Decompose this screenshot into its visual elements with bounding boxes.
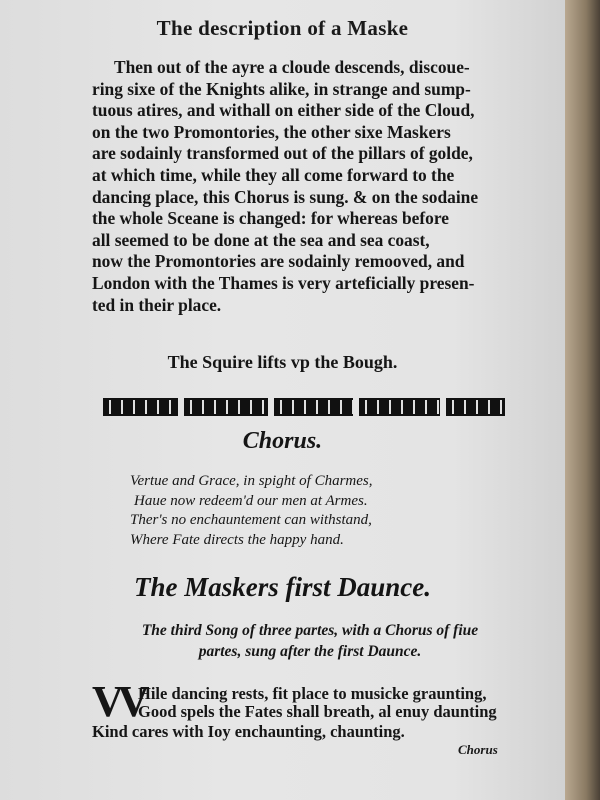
- song-line: Good spels the Fates shall breath, al enuy daunting: [138, 702, 497, 721]
- running-head: The description of a Maske: [156, 16, 409, 40]
- verse-line: Ther's no enchauntement can withstand,: [130, 512, 372, 528]
- description-paragraph: [92, 57, 512, 316]
- paragraph-line: ring sixe of the Knights alike, in strange and sump-: [92, 78, 471, 99]
- song-line: Kind cares with Ioy enchaunting, chaunting.: [92, 722, 405, 741]
- paragraph-line: on the two Promontories, the other sixe Maskers: [92, 121, 451, 142]
- song-heading-line: The third Song of three partes, with a Chorus of fiue: [141, 622, 479, 639]
- paragraph-line: all seemed to be done at the sea and sea coast,: [92, 229, 430, 250]
- verse-line: Where Fate directs the happy hand.: [130, 531, 344, 548]
- chorus-heading: Chorus.: [242, 428, 323, 454]
- song-line: Hile dancing rests, fit place to musicke graunting,: [138, 684, 487, 703]
- paragraph-line: ted in their place.: [92, 294, 222, 315]
- paragraph-line: now the Promontories are sodainly remooved, and: [92, 251, 465, 272]
- ornamental-border: [103, 398, 505, 416]
- song-heading-line: partes, sung after the first Daunce.: [198, 643, 422, 660]
- paragraph-line: tuous atires, and withall on either side of the Cloud,: [92, 100, 475, 121]
- page-edge-shadow: [565, 0, 600, 800]
- paragraph-line: at which time, while they all come forward to the: [92, 164, 455, 185]
- ornament-block: [103, 398, 178, 416]
- paragraph-line: are sodainly transformed out of the pillars of golde,: [92, 143, 473, 164]
- ornament-block: [359, 398, 440, 416]
- catchword: Chorus: [458, 742, 498, 757]
- paragraph-line: the whole Sceane is changed: for whereas before: [92, 208, 449, 229]
- ornament-block: [274, 398, 353, 416]
- ornament-block: [184, 398, 269, 416]
- drop-cap: VV: [92, 677, 144, 726]
- song-heading: [95, 620, 525, 662]
- paragraph-line: London with the Thames is very arteficially presen-: [92, 272, 475, 293]
- stage-direction: The Squire lifts vp the Bough.: [167, 352, 398, 372]
- chorus-verse: [130, 472, 490, 550]
- ornament-block: [446, 398, 505, 416]
- verse-line: Vertue and Grace, in spight of Charmes,: [130, 473, 373, 489]
- dance-heading: The Maskers first Daunce.: [133, 572, 431, 602]
- verse-line: Haue now redeem'd our men at Armes.: [134, 492, 368, 509]
- paragraph-line: dancing place, this Chorus is sung. & on the sodaine: [92, 186, 479, 207]
- paragraph-line: Then out of the ayre a cloude descends, discoue-: [114, 57, 470, 77]
